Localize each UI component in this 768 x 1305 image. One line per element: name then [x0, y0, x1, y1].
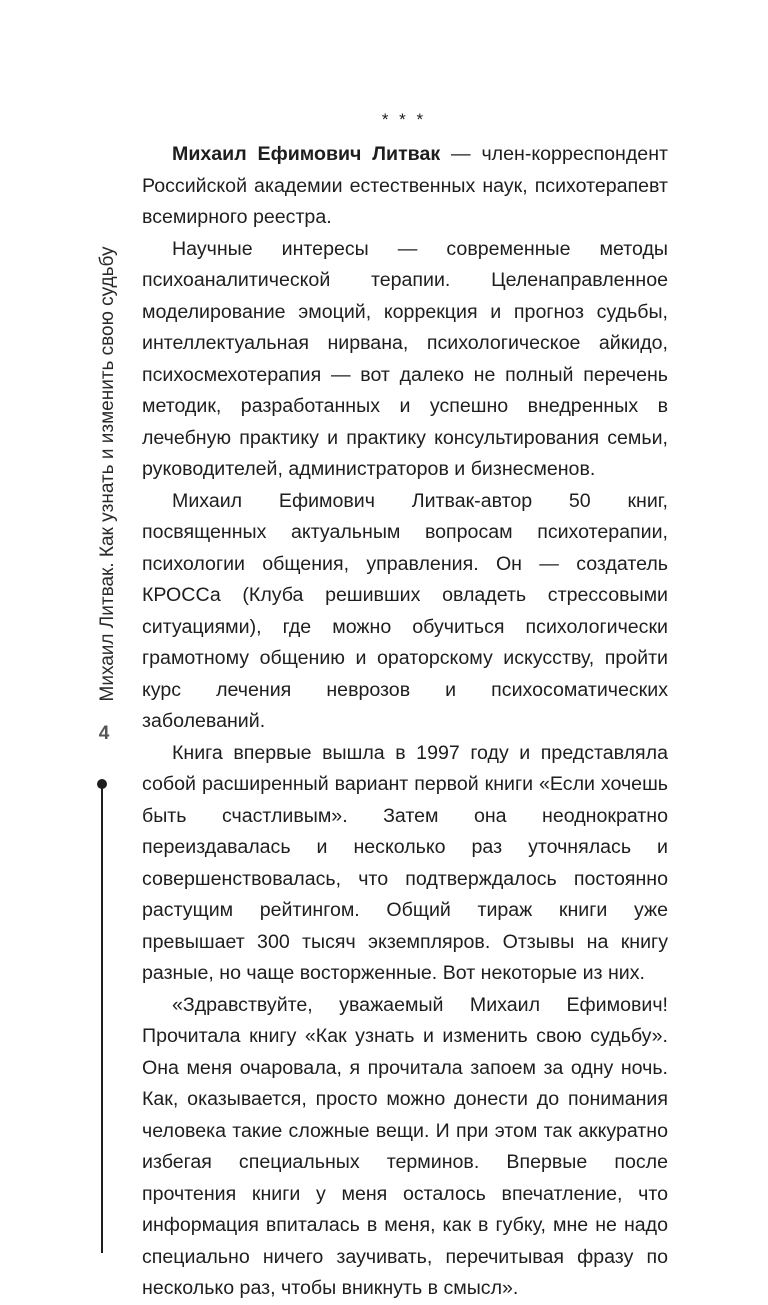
paragraph-interests: Научные интересы — современные методы психоаналитической терапии. Целенаправленное моделирование эмоций, коррекция и прогноз судьбы, интеллектуальная нирвана, психологическое айкидо, психосмехотерапия — вот далеко не полный перечень методик, разработанных и успешно внедренных в лечебную практику и практику консультирования семьи, руководителей, администраторов и бизнесменов.	[142, 237, 668, 480]
running-head-title: Михаил Литвак. Как узнать и изменить свою судьбу	[97, 246, 118, 702]
section-separator: * * *	[381, 110, 427, 129]
paragraph-author	[142, 139, 668, 234]
body-text	[142, 139, 668, 1305]
margin-rule-line	[101, 783, 103, 1253]
paragraph-review: «Здравствуйте, уважаемый Михаил Ефимович! Прочитала книгу «Как узнать и изменить свою судьбу». Она меня очаровала, я прочитала запоем за одну ночь. Как, оказывается, просто можно донести до понимания человека такие сложные вещи. И при этом так аккуратно избегая специальных терминов. Впервые после прочтения книги у меня осталось впечатление, что информация впиталась в меня, как в губку, мне не надо специально ничего заучивать, перечитывая фразу по несколько раз, чтобы вникнуть в смысл».	[142, 993, 668, 1299]
author-name: Михаил Ефимович Литвак	[172, 143, 441, 165]
page-number: 4	[98, 723, 110, 744]
paragraph-books: Михаил Ефимович Литвак-автор 50 книг, посвященных актуальным вопросам психотерапии, психологии общения, управления. Он — создатель КРОССа (Клуба решивших овладеть стрессовыми ситуациями), где можно обучиться психологически грамотному общению и ораторскому искусству, пройти курс лечения неврозов и психосоматических заболеваний.	[142, 489, 668, 732]
paragraph-history: Книга впервые вышла в 1997 году и представляла собой расширенный вариант первой книги «Если хочешь быть счастливым». Затем она неоднократно переиздавалась и несколько раз уточнялась и совершенствовалась, что подтверждалось постоянно растущим рейтингом. Общий тираж книги уже превышает 300 тысяч экземпляров. Отзывы на книгу разные, но чаще восторженные. Вот некоторые из них.	[142, 741, 668, 984]
paragraph-text: — член-корреспондент Российской академии естественных наук, психотерапевт всемирного реестра.	[142, 143, 668, 228]
